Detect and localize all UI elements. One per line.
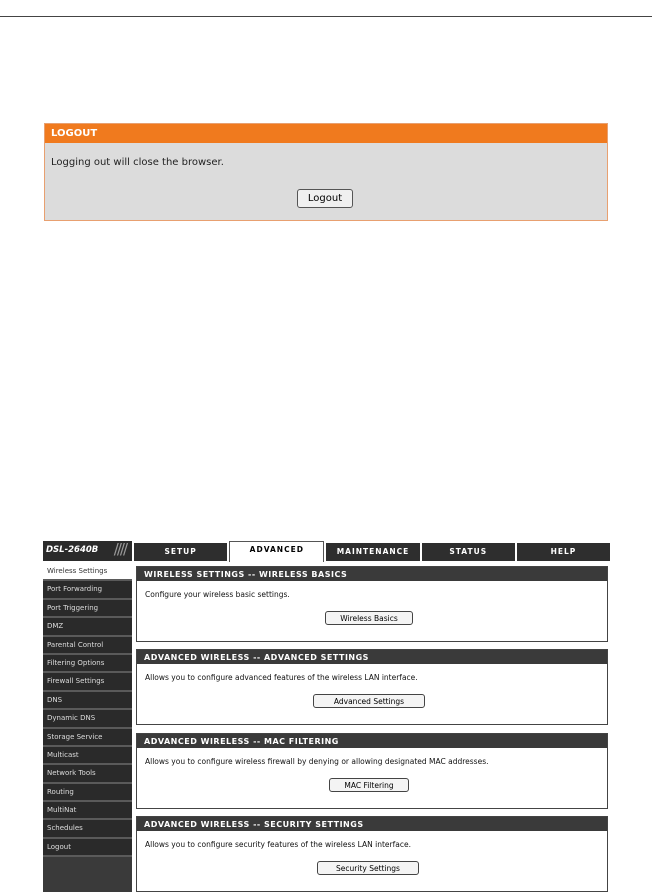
section-title: ADVANCED WIRELESS -- MAC FILTERING — [137, 734, 607, 748]
section-title: WIRELESS SETTINGS -- WIRELESS BASICS — [137, 567, 607, 581]
section-description: Configure your wireless basic settings. — [145, 590, 290, 599]
section-advanced-settings — [136, 649, 608, 725]
section-mac-filtering — [136, 733, 608, 809]
sidebar-item-network-tools[interactable]: Network Tools — [43, 765, 132, 783]
sidebar-item-dynamic-dns[interactable]: Dynamic DNS — [43, 710, 132, 728]
sidebar-item-multinat[interactable]: MultiNat — [43, 802, 132, 820]
section-title: ADVANCED WIRELESS -- SECURITY SETTINGS — [137, 817, 607, 831]
logout-panel — [44, 123, 608, 221]
model-name: DSL-2640B — [46, 545, 99, 555]
logout-message: Logging out will close the browser. — [51, 157, 224, 168]
tab-status[interactable]: STATUS — [422, 543, 515, 561]
section-description: Allows you to configure wireless firewall by denying or allowing designated MAC addresses. — [145, 757, 489, 766]
brand-logo — [43, 541, 132, 561]
security-settings-button[interactable]: Security Settings — [317, 861, 419, 875]
section-security-settings — [136, 816, 608, 892]
tab-help[interactable]: HELP — [517, 543, 610, 561]
sidebar-item-multicast[interactable]: Multicast — [43, 747, 132, 765]
sidebar-item-logout[interactable]: Logout — [43, 839, 132, 857]
tab-maintenance[interactable]: MAINTENANCE — [326, 543, 419, 561]
sidebar-item-port-triggering[interactable]: Port Triggering — [43, 600, 132, 618]
logout-button[interactable]: Logout — [297, 189, 353, 208]
logout-title: LOGOUT — [45, 124, 607, 143]
sidebar-item-dns[interactable]: DNS — [43, 692, 132, 710]
page-header-rule — [0, 16, 652, 17]
section-description: Allows you to configure advanced features of the wireless LAN interface. — [145, 673, 418, 682]
tab-advanced[interactable]: ADVANCED — [229, 541, 324, 562]
logo-slashes-icon: //// — [113, 541, 126, 558]
router-ui — [43, 541, 613, 892]
sidebar-item-filtering-options[interactable]: Filtering Options — [43, 655, 132, 673]
sidebar-item-schedules[interactable]: Schedules — [43, 820, 132, 838]
sidebar-item-wireless-settings[interactable]: Wireless Settings — [43, 563, 132, 581]
mac-filtering-button[interactable]: MAC Filtering — [329, 778, 409, 792]
sidebar-item-parental-control[interactable]: Parental Control — [43, 637, 132, 655]
section-wireless-basics — [136, 566, 608, 642]
sidebar-item-routing[interactable]: Routing — [43, 784, 132, 802]
main-content — [136, 563, 608, 892]
sidebar-item-port-forwarding[interactable]: Port Forwarding — [43, 581, 132, 599]
tab-setup[interactable]: SETUP — [134, 543, 227, 561]
section-description: Allows you to configure security features of the wireless LAN interface. — [145, 840, 411, 849]
sidebar-item-dmz[interactable]: DMZ — [43, 618, 132, 636]
wireless-basics-button[interactable]: Wireless Basics — [325, 611, 413, 625]
advanced-settings-button[interactable]: Advanced Settings — [313, 694, 425, 708]
top-nav — [134, 543, 610, 561]
sidebar — [43, 563, 132, 892]
sidebar-item-firewall-settings[interactable]: Firewall Settings — [43, 673, 132, 691]
sidebar-item-storage-service[interactable]: Storage Service — [43, 729, 132, 747]
section-title: ADVANCED WIRELESS -- ADVANCED SETTINGS — [137, 650, 607, 664]
